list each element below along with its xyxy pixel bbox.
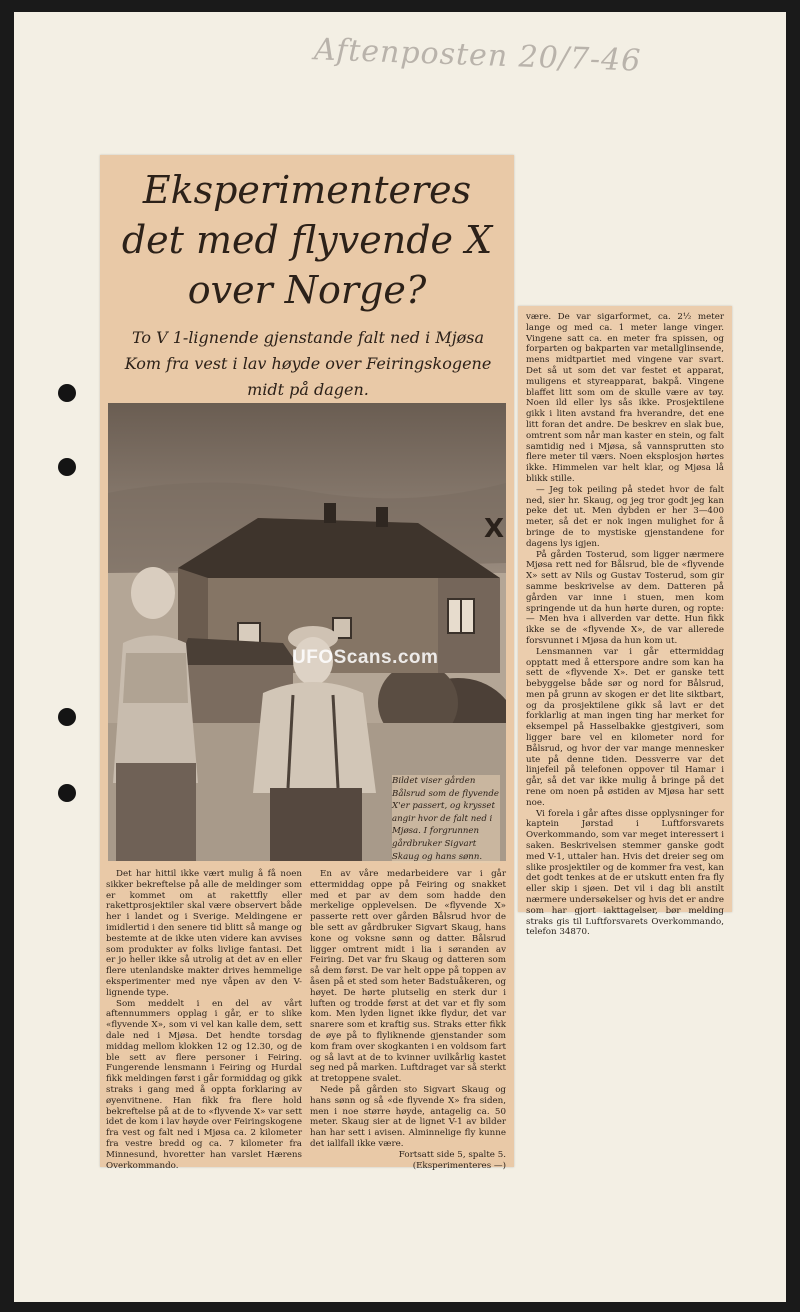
punch-hole — [58, 384, 76, 402]
subheadline-line: To V 1-lignende gjenstande falt ned i Mjøsa — [131, 328, 485, 347]
continuation-reference: (Eksperimenteres —) — [412, 1160, 506, 1171]
article-paragraph: Det har hittil ikke vært mulig å få noen sikker bekreftelse på alle de meldinger som er kommet om at rakettfly eller rakettprosjektiler skal være observert både her i landet og i Sverige. Meldingene er imidlertid i den senere tid blitt så mange og bestemte at de ikke uten videre kan avvises som produkter av folks livlige fantasi. Det er jo heller ikke så utrolig at det av en eller flere utenlandske makter drives hemmelige eksperimenter med nye våpen av den V-lignende type. — [106, 869, 302, 998]
continuation-note: Fortsatt side 5, spalte 5. — [398, 1149, 506, 1160]
newspaper-clipping-main — [100, 155, 514, 1171]
subheadline-line: midt på dagen. — [247, 380, 369, 399]
subheadline — [118, 325, 498, 403]
punch-hole — [58, 784, 76, 802]
photo-caption: Bildet viser gården Bålsrud som de flyvende X'er passert, og krysset angir hvor de falt ned i Mjøsa. I forgrunnen gårdbruker Sigvart Skaug og hans sønn. — [392, 776, 499, 862]
watermark: UFOScans.com — [292, 647, 439, 668]
article-column-2 — [310, 869, 506, 1171]
punch-hole — [58, 708, 76, 726]
article-paragraph: — Jeg tok peiling på stedet hvor de falt ned, sier hr. Skaug, og jeg tror godt jeg kan peke det ut. Men dybden er her 3—400 meter, så det er nok ingen mulighet for å bringe de to mystiske gjenstandene for dagens lys igjen. — [526, 484, 724, 549]
headline-line: det med flyvende X — [121, 218, 493, 262]
article-paragraph: være. De var sigarformet, ca. 2½ meter lange og med ca. 1 meter lange vinger. Vingene satt ca. en meter fra spissen, og forparten og bakparten var metallglinsende, mens midtpartiet med vingene var svart. Det så ut som det var festet et apparat, muligens et styreapparat, bakpå. Vingene blaffet litt som om de skulle være av tøy. Noen ild eller lys sås ikke. Prosjektilene gikk i liten avstand fra hverandre, det ene litt foran det andre. De beskrev en slak bue, omtrent som når man kaster en stein, og falt samtidig ned i Mjøsa, så vannsprutten sto flere meter til værs. Noen eksplosjon hørtes ikke. Himmelen var helt klar, og Mjøsa lå blikk stille. — [526, 312, 724, 484]
headline-line: over Norge? — [187, 268, 427, 312]
article-paragraph: Vi forela i går aftes disse opplysninger for kaptein Jørstad i Luftforsvarets Overkommando, som var meget interessert i saken. Beskrivelsen stemmer ganske godt med V-1, uttaler han. Hvis det dreier seg om slike prosjektiler og de kommer fra vest, kan det godt tenkes at de er utskutt enten fra fly eller skip i sjøen. Det vil i dag bli anstilt nærmere undersøkelser og hvis det er andre som har gjort iakttagelser, bør melding straks gis til Luftforsvarets Overkommando, telefon 34870. — [526, 808, 724, 938]
punch-hole — [58, 458, 76, 476]
headline-line: Eksperimenteres — [142, 168, 472, 212]
article-column-1 — [106, 869, 302, 1171]
article-paragraph: Lensmannen var i går ettermiddag opptatt med å etterspore andre som kan ha sett de «flyvende X». Det er ganske tett bebyggelse både sør og nord for Bålsrud, men på grunn av skogen er det lite siktbart, og da prosjektilene gikk så lavt er det forklarlig at man ingen ting har merket for eksempel på Hasselbakke gjestgiveri, som ligger bare vel en kilometer nord for Bålsrud, og hvor der var mange mennesker ute på denne tiden. Dessverre var det linjefeil på telefonen oppover til Hamar i går, så det var ikke mulig å bringe på det rene om noen på østiden av Mjøsa har sett noe. — [526, 646, 724, 808]
handwritten-note: Aftenposten 20/7-46 — [313, 32, 642, 79]
newspaper-clipping-continuation — [518, 306, 732, 938]
article-paragraph: På gården Tosterud, som ligger nærmere Mjøsa rett ned for Bålsrud, ble de «flyvende X» sett av Nils og Gustav Tosterud, som gir samme beskrivelse av dem. Datteren på gården var inne i stuen, men kom springende ut da hun hørte duren, og ropte: — Men hva i allverden var dette. Hun fikk ikke se de «flyvende X», de var allerede forsvunnet i Mjøsa da hun kom ut. — [526, 549, 724, 646]
impact-marker: X — [484, 514, 505, 544]
article-paragraph: Som meddelt i en del av vårt aftennummers opplag i går, er to slike «flyvende X», som vi vel kan kalle dem, sett dale ned i Mjøsa. Det hendte torsdag middag mellom klokken 12 og 12.30, og de ble sett av flere personer i Feiring. Fungerende lensmann i Feiring og Hurdal fikk meldingen først i går formiddag og gikk straks i gang med å oppta forklaring av øyenvitnene. Han fikk fra flere hold bekreftelse på at de to «flyvende X» var sett idet de kom i lav høyde over Feiringskogene fra vest og falt ned i Mjøsa ca. 2 kilometer fra vestre bredd og ca. 7 kilometer fra Minnesund, hvoretter han varslet Hærens Overkommando. — [106, 998, 302, 1171]
headline — [100, 165, 514, 315]
article-paragraph: Nede på gården sto Sigvart Skaug og hans sønn og så «de flyvende X» fra siden, men i noe større høyde, antagelig ca. 50 meter. Skaug sier at de lignet V-1 av bilder han har sett i avisen. Alminnelige fly kunne det iallfall ikke være. — [310, 1084, 506, 1149]
article-paragraph: En av våre medarbeidere var i går ettermiddag oppe på Feiring og snakket med et par av dem som hadde den merkelige opplevelsen. De «flyvende X» passerte rett over gården Bålsrud hvor de ble sett av gårdbruker Sigvart Skaug, hans kone og voksne sønn og datter. Bålsrud ligger omtrent midt i lia i søranden av Feiring. Det var fru Skaug og datteren som så dem først. De var helt oppe på toppen av åsen på et sted som heter Badstuåkeren, og høyet. De hørte plutselig en sterk dur i luften og trodde først at det var et fly som kom. Men lyden lignet ikke flydur, det var snarere som et kraftig sus. Straks etter fikk de øye på to flyliknende gjenstander som kom fram over skogkanten i en voldsom fart og så lavt at de to kvinner uvilkårlig kastet seg ned på marken. Luftdraget var så sterkt at tretoppene svalet. — [310, 869, 506, 1085]
article-column-3 — [526, 312, 724, 938]
subheadline-line: Kom fra vest i lav høyde over Feiringskogene — [124, 354, 492, 373]
